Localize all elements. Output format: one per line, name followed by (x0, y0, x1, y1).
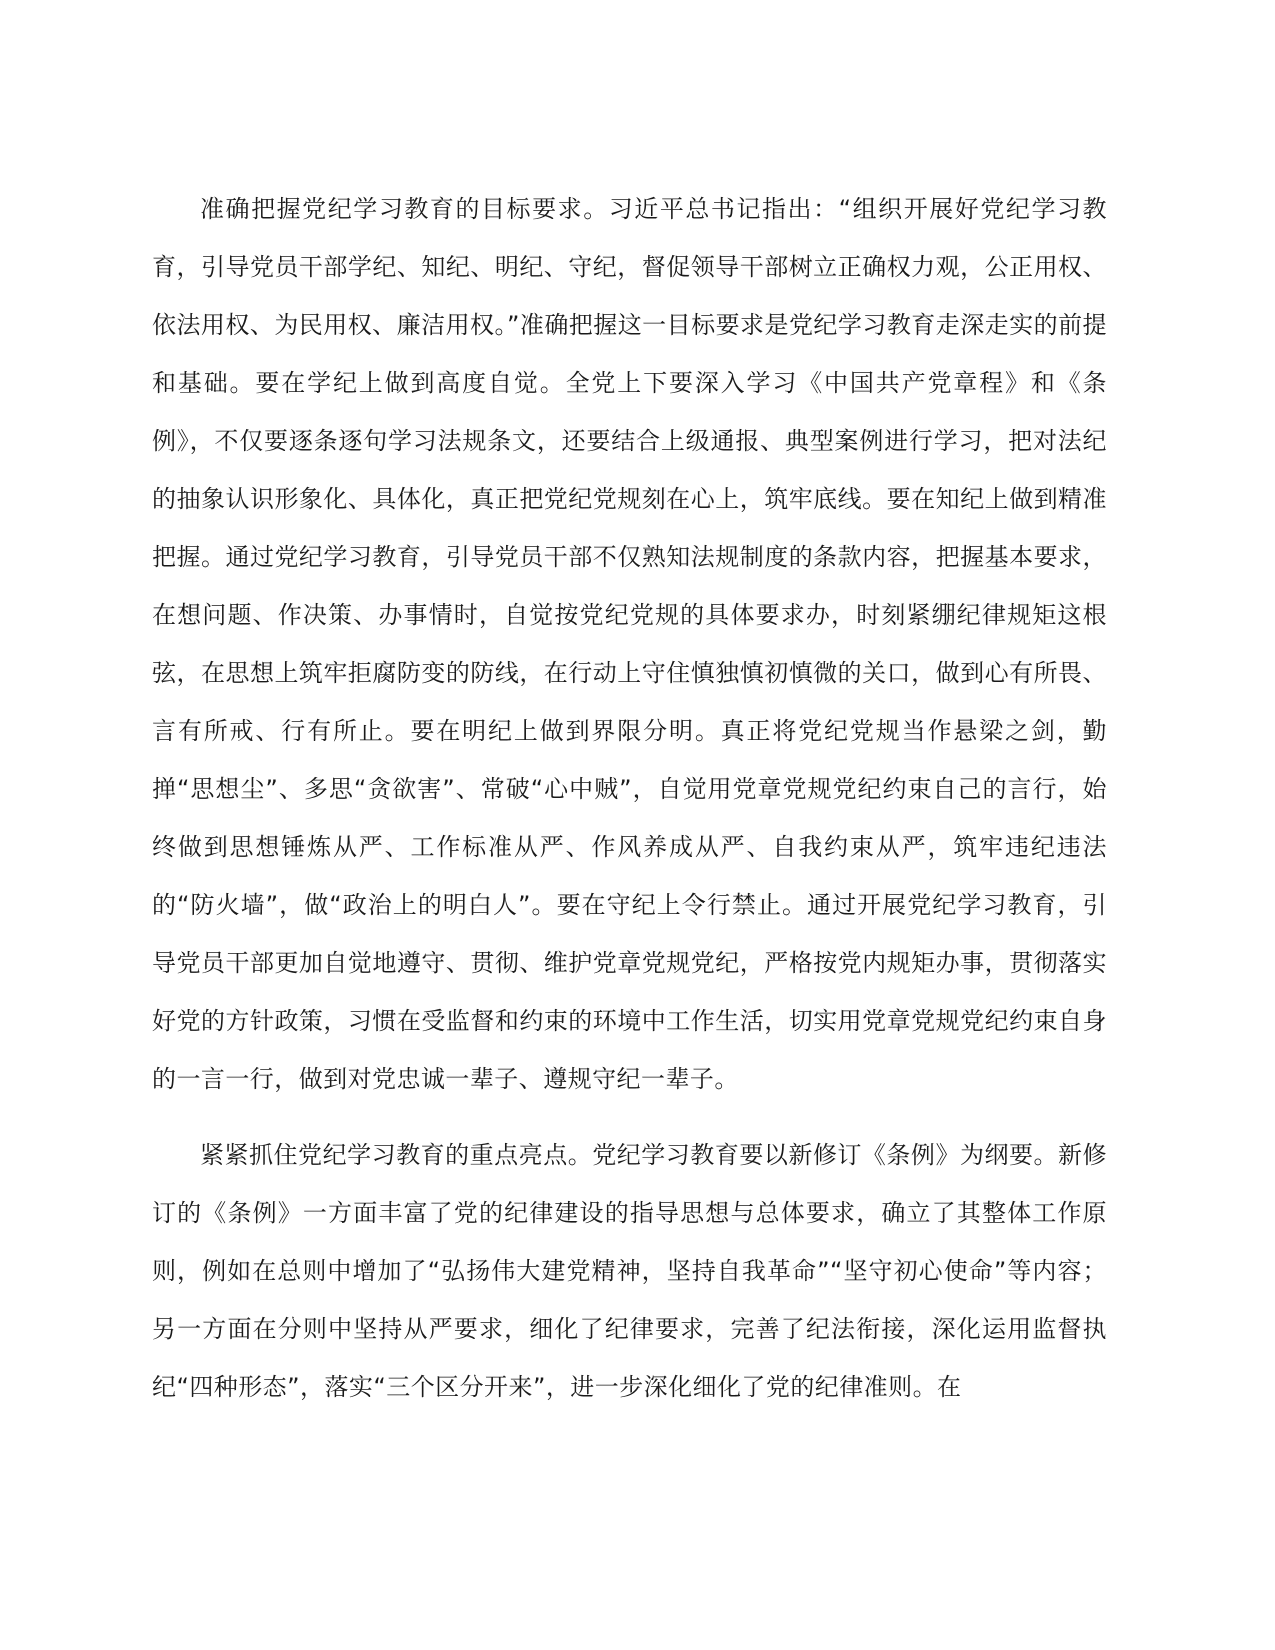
document-page (152, 180, 1107, 1416)
paragraph-key-highlights: 紧紧抓住党纪学习教育的重点亮点。党纪学习教育要以新修订《条例》为纲要。新修订的《条例》一方面丰富了党的纪律建设的指导思想与总体要求，确立了其整体工作原则，例如在总则中增加了“弘扬伟大建党精神，坚持自我革命”“坚守初心使命”等内容；另一方面在分则中坚持从严要求，细化了纪律要求，完善了纪法衔接，深化运用监督执纪“四种形态”，落实“三个区分开来”，进一步深化细化了党的纪律准则。在 (152, 1141, 1107, 1401)
paragraph-target-requirements: 准确把握党纪学习教育的目标要求。习近平总书记指出：“组织开展好党纪学习教育，引导党员干部学纪、知纪、明纪、守纪，督促领导干部树立正确权力观，公正用权、依法用权、为民用权、廉洁用权。”准确把握这一目标要求是党纪学习教育走深走实的前提和基础。要在学纪上做到高度自觉。全党上下要深入学习《中国共产党章程》和《条例》，不仅要逐条逐句学习法规条文，还要结合上级通报、典型案例进行学习，把对法纪的抽象认识形象化、具体化，真正把党纪党规刻在心上，筑牢底线。要在知纪上做到精准把握。通过党纪学习教育，引导党员干部不仅熟知法规制度的条款内容，把握基本要求，在想问题、作决策、办事情时，自觉按党纪党规的具体要求办，时刻紧绷纪律规矩这根弦，在思想上筑牢拒腐防变的防线，在行动上守住慎独慎初慎微的关口，做到心有所畏、言有所戒、行有所止。要在明纪上做到界限分明。真正将党纪党规当作悬梁之剑，勤掸“思想尘”、多思“贪欲害”、常破“心中贼”，自觉用党章党规党纪约束自己的言行，始终做到思想锤炼从严、工作标准从严、作风养成从严、自我约束从严，筑牢违纪违法的“防火墙”，做“政治上的明白人”。要在守纪上令行禁止。通过开展党纪学习教育，引导党员干部更加自觉地遵守、贯彻、维护党章党规党纪，严格按党内规矩办事，贯彻落实好党的方针政策，习惯在受监督和约束的环境中工作生活，切实用党章党规党纪约束自身的一言一行，做到对党忠诚一辈子、遵规守纪一辈子。 (152, 195, 1107, 1093)
